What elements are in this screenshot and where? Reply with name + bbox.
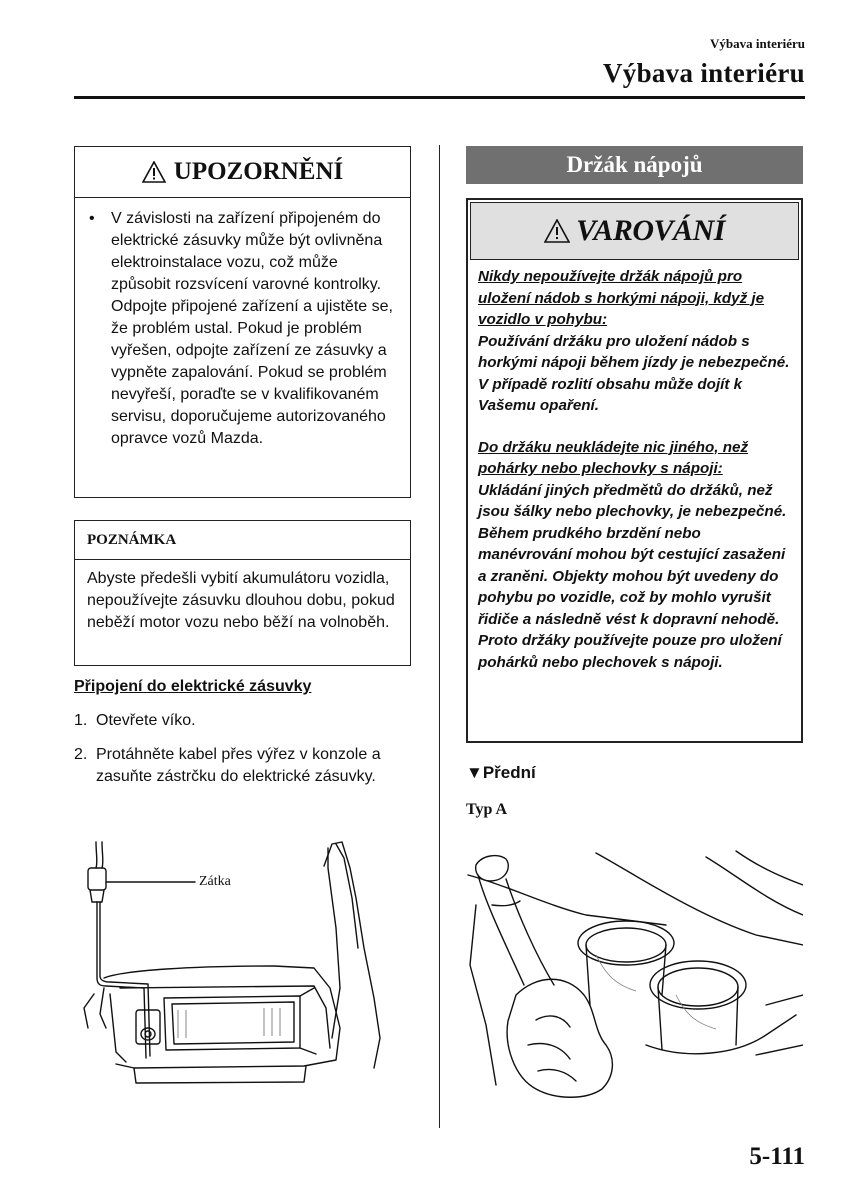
section-header-small: Výbava interiéru bbox=[710, 36, 805, 51]
front-subheading: ▼Přední bbox=[466, 763, 536, 782]
console-outlet-illustration bbox=[74, 838, 414, 1093]
caution-title-bar bbox=[75, 147, 410, 198]
warning-body bbox=[468, 262, 801, 673]
step-text: Protáhněte kabel přes výřez v konzole a zasuňte zástrčku do elektrické zásuvky. bbox=[96, 746, 381, 785]
warning-triangle-icon bbox=[544, 219, 570, 243]
warning-1-text: Používání držáku pro uložení nádob s horkými nápoji během jízdy je nebezpečné. V případě rozlití obsahu může dojít k Vašemu opaření. bbox=[478, 332, 790, 414]
page-number: 5-111 bbox=[749, 1143, 805, 1170]
warning-2-text: Během prudkého brzdění nebo manévrování mohou být cestující zasaženi a zraněni. Objekty mohou být uvedeny do pohybu po vozidle, což by mohlo vyrušit řidiče a následně vést k dopravní nehodě. Proto držáky používejte pouze pro uložení pohárků nebo plechovek s nápoji. bbox=[478, 524, 786, 671]
type-label: Typ A bbox=[466, 801, 508, 818]
note-text: Abyste předešli vybití akumulátoru vozidla, nepoužívejte zásuvku dlouhou dobu, pokud neběží motor vozu nebo běží na volnoběh. bbox=[87, 570, 395, 631]
warning-triangle-icon bbox=[142, 161, 166, 183]
cup-holder-title: Držák nápojů bbox=[466, 146, 803, 184]
section-header-title: Výbava interiéru bbox=[602, 58, 805, 88]
header-rule bbox=[74, 96, 805, 99]
caution-body bbox=[75, 198, 410, 450]
caution-text: V závislosti na zařízení připojeném do elektrické zásuvky může být ovlivněna elektroinstalace vozu, což může způsobit rozsvícení varovné kontrolky. Odpojte připojené zařízení a ujistěte se, že problém ustal. Pokud je problém vyřešen, odpojte zařízení ze zásuvky a vypněte zapalování. Pokud se problém nevyřeší, poraďte se v kvalifikovaném servisu, doporučujeme autorizovaného opravce vozů Mazda. bbox=[111, 210, 393, 447]
warning-2-heading: Do držáku neukládejte nic jiného, než pohárky nebo plechovky s nápoji: bbox=[478, 438, 749, 477]
cup-holder-illustration bbox=[466, 845, 803, 1100]
step-number: 1. bbox=[74, 712, 88, 729]
warning-1-heading: Nikdy nepoužívejte držák nápojů pro uložení nádob s horkými nápoji, když je vozidlo v pohybu: bbox=[478, 268, 765, 328]
caution-title: UPOZORNĚNÍ bbox=[173, 158, 344, 185]
column-divider bbox=[439, 145, 440, 1128]
step-list bbox=[74, 710, 419, 800]
warning-box bbox=[466, 198, 803, 743]
bullet: • bbox=[89, 210, 95, 227]
warning-title-bar bbox=[470, 202, 799, 260]
step-item bbox=[74, 710, 419, 732]
caution-box bbox=[74, 146, 411, 498]
warning-2-text: Ukládání jiných předmětů do držáků, než jsou šálky nebo plechovky, je nebezpečné. bbox=[478, 481, 787, 520]
warning-title: VAROVÁNÍ bbox=[576, 214, 725, 247]
connection-heading: Připojení do elektrické zásuvky bbox=[74, 678, 312, 695]
note-title: POZNÁMKA bbox=[75, 521, 410, 560]
step-number: 2. bbox=[74, 746, 88, 763]
plug-cap-label: Zátka bbox=[199, 874, 231, 889]
step-text: Otevřete víko. bbox=[96, 712, 196, 729]
step-item bbox=[74, 744, 419, 788]
note-box bbox=[74, 520, 411, 666]
